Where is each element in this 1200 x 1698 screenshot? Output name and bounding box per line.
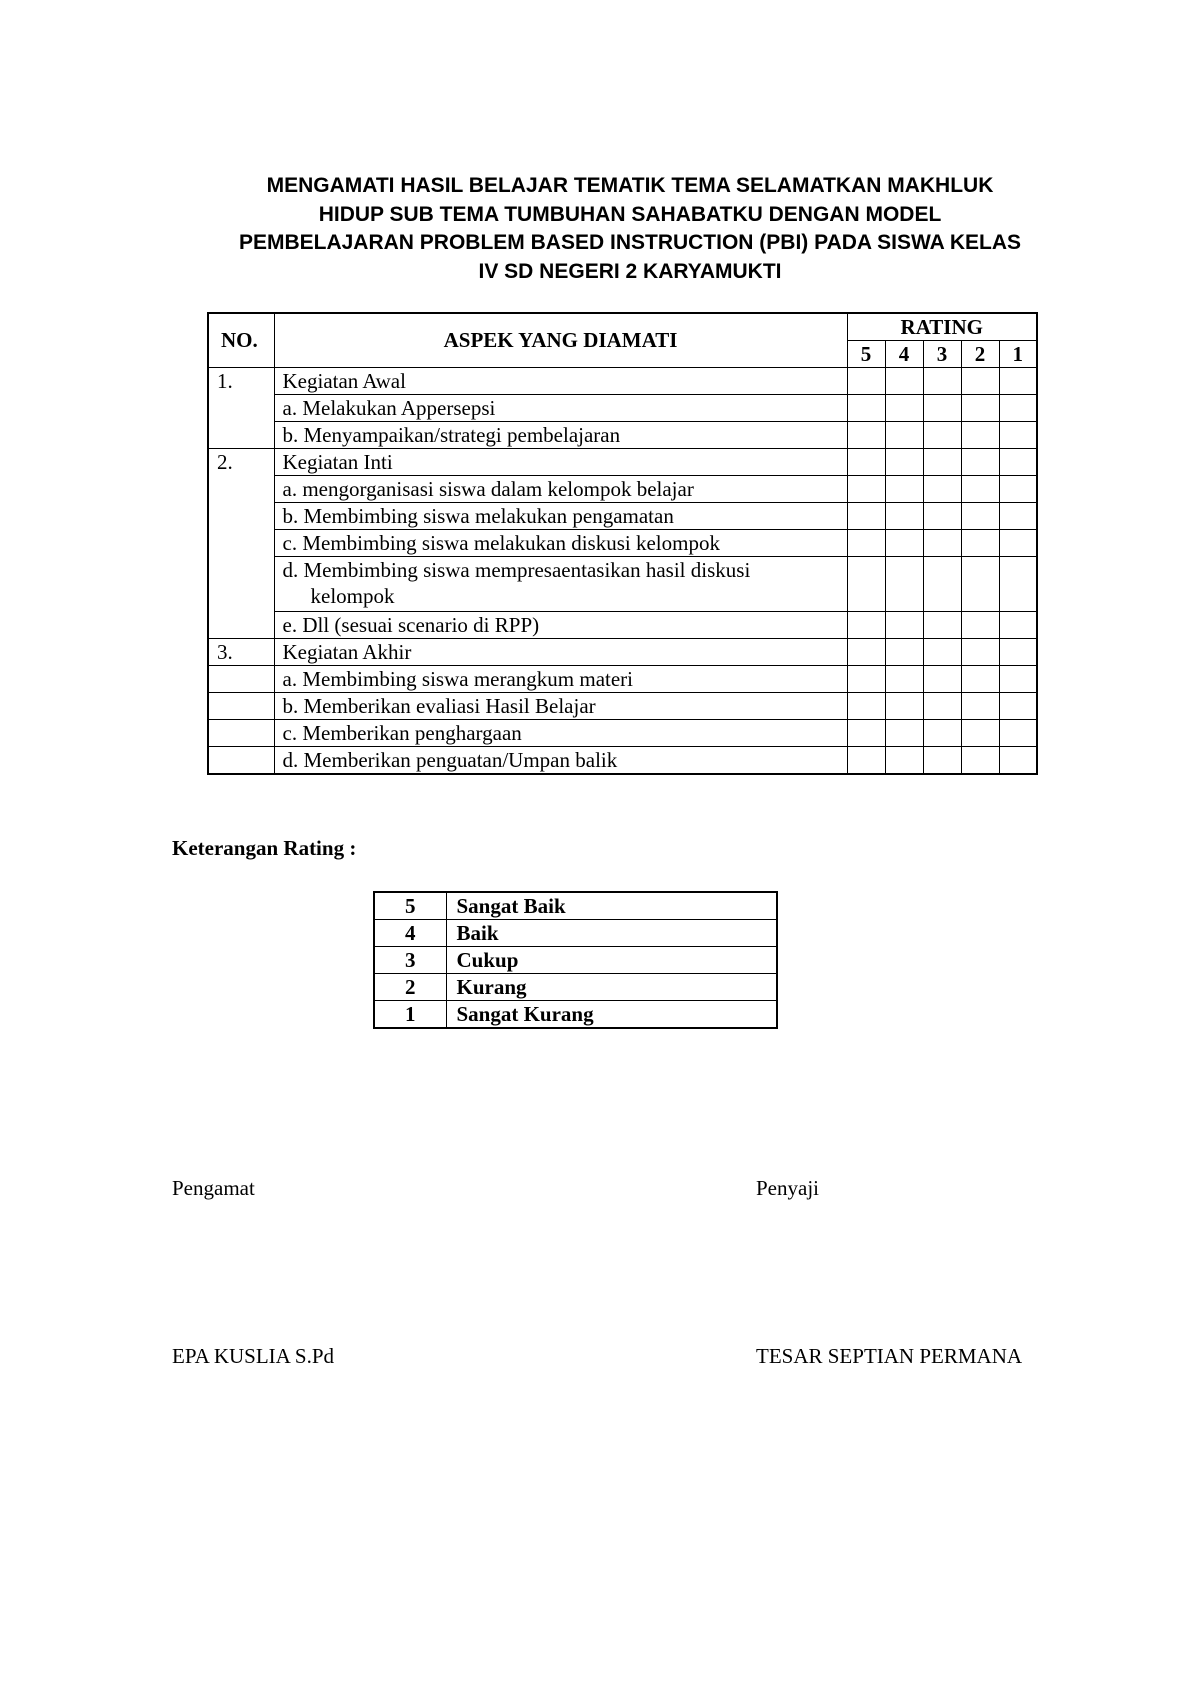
rating-cell[interactable] [923,476,961,503]
observer-role: Pengamat [172,1176,255,1200]
section-title: Kegiatan Awal [274,368,847,395]
rating-cell[interactable] [999,639,1037,666]
rating-cell[interactable] [999,503,1037,530]
rating-cell[interactable] [961,530,999,557]
rating-cell[interactable] [999,422,1037,449]
rating-cell[interactable] [885,422,923,449]
legend-row [374,892,777,920]
rating-cell[interactable] [847,476,885,503]
number-cell-empty [208,747,274,775]
rating-cell[interactable] [923,557,961,612]
rating-cell[interactable] [885,503,923,530]
rating-cell[interactable] [847,557,885,612]
rating-cell[interactable] [885,666,923,693]
rating-cell[interactable] [923,747,961,775]
aspect-item: b. Membimbing siswa melakukan pengamatan [274,503,847,530]
rating-cell[interactable] [885,612,923,639]
rating-cell[interactable] [923,449,961,476]
table-row [208,612,1037,639]
table-row [208,530,1037,557]
rating-cell[interactable] [885,449,923,476]
rating-cell[interactable] [999,666,1037,693]
rating-cell[interactable] [999,476,1037,503]
rating-cell[interactable] [961,503,999,530]
table-row [208,747,1037,775]
section-number: 3. [208,639,274,666]
aspect-item: e. Dll (sesuai scenario di RPP) [274,612,847,639]
rating-cell[interactable] [961,666,999,693]
rating-cell[interactable] [923,612,961,639]
title-line: HIDUP SUB TEMA TUMBUHAN SAHABATKU DENGAN MODEL [318,202,942,226]
aspect-item: a. Membimbing siswa merangkum materi [274,666,847,693]
rating-cell[interactable] [999,530,1037,557]
rating-cell[interactable] [999,693,1037,720]
rating-cell[interactable] [961,557,999,612]
aspect-item: b. Memberikan evaliasi Hasil Belajar [274,693,847,720]
section-title: Kegiatan Inti [274,449,847,476]
table-row [208,720,1037,747]
number-cell-empty [208,693,274,720]
rating-cell[interactable] [999,747,1037,775]
aspect-item: a. mengorganisasi siswa dalam kelompok belajar [274,476,847,503]
rating-cell[interactable] [847,747,885,775]
rating-cell[interactable] [885,368,923,395]
rating-cell[interactable] [847,395,885,422]
rating-cell[interactable] [885,693,923,720]
rating-header-2: 2 [961,341,999,368]
document-title [150,172,1110,286]
rating-cell[interactable] [961,720,999,747]
number-cell-empty [208,666,274,693]
rating-cell[interactable] [961,476,999,503]
rating-cell[interactable] [923,666,961,693]
table-row [208,557,1037,612]
rating-cell[interactable] [923,368,961,395]
rating-cell[interactable] [923,503,961,530]
rating-cell[interactable] [923,693,961,720]
rating-cell[interactable] [961,639,999,666]
table-row [208,639,1037,666]
legend-desc: Baik [446,920,777,947]
legend-value: 2 [374,974,446,1001]
rating-cell[interactable] [961,395,999,422]
rating-cell[interactable] [847,368,885,395]
table-row [208,449,1037,476]
legend-value: 3 [374,947,446,974]
rating-cell[interactable] [923,639,961,666]
rating-cell[interactable] [847,693,885,720]
rating-cell[interactable] [923,395,961,422]
rating-cell[interactable] [961,422,999,449]
table-row [208,666,1037,693]
table-row [208,395,1037,422]
aspect-item [274,557,847,612]
rating-cell[interactable] [961,693,999,720]
legend-desc: Cukup [446,947,777,974]
observer-name: EPA KUSLIA S.Pd [172,1344,335,1368]
rating-cell[interactable] [847,449,885,476]
rating-cell[interactable] [885,720,923,747]
aspect-item: d. Memberikan penguatan/Umpan balik [274,747,847,775]
legend-desc: Sangat Kurang [446,1001,777,1029]
rating-cell[interactable] [847,612,885,639]
table-row [208,368,1037,395]
title-line: IV SD NEGERI 2 KARYAMUKTI [478,259,782,283]
observation-table [207,312,1038,775]
rating-cell[interactable] [961,612,999,639]
rating-legend-table [373,891,778,1029]
rating-header-5: 5 [847,341,885,368]
presenter-name: TESAR SEPTIAN PERMANA [756,1344,1023,1368]
table-row [208,693,1037,720]
aspect-item: b. Menyampaikan/strategi pembelajaran [274,422,847,449]
rating-cell[interactable] [885,557,923,612]
aspect-item: c. Membimbing siswa melakukan diskusi kelompok [274,530,847,557]
section-number: 2. [208,449,274,639]
legend-value: 4 [374,920,446,947]
number-cell-empty [208,720,274,747]
table-row [208,503,1037,530]
rating-cell[interactable] [923,422,961,449]
rating-cell[interactable] [923,720,961,747]
rating-cell[interactable] [847,503,885,530]
legend-row [374,947,777,974]
rating-cell[interactable] [923,530,961,557]
rating-cell[interactable] [885,530,923,557]
rating-cell[interactable] [999,449,1037,476]
aspect-item: a. Melakukan Appersepsi [274,395,847,422]
rating-legend-label: Keterangan Rating : [172,836,357,860]
header-rating: RATING [847,313,1037,341]
title-line: PEMBELAJARAN PROBLEM BASED INSTRUCTION (PBI) PADA SISWA KELAS [238,231,1022,254]
rating-cell[interactable] [999,612,1037,639]
aspect-item: c. Memberikan penghargaan [274,720,847,747]
legend-row [374,920,777,947]
legend-row [374,974,777,1001]
rating-cell[interactable] [885,395,923,422]
rating-cell[interactable] [999,557,1037,612]
section-title: Kegiatan Akhir [274,639,847,666]
rating-header-4: 4 [885,341,923,368]
aspect-item-continuation: kelompok [310,584,395,608]
rating-cell[interactable] [961,368,999,395]
rating-header-3: 3 [923,341,961,368]
section-number: 1. [208,368,274,449]
rating-cell[interactable] [847,720,885,747]
aspect-item-text: d. Membimbing siswa mempresaentasikan hasil diskusi [282,558,751,582]
rating-cell[interactable] [999,395,1037,422]
rating-cell[interactable] [847,530,885,557]
rating-cell[interactable] [885,747,923,775]
rating-cell[interactable] [847,422,885,449]
header-no: NO. [208,313,274,368]
rating-cell[interactable] [847,666,885,693]
rating-cell[interactable] [961,747,999,775]
legend-value: 1 [374,1001,446,1029]
rating-header-1: 1 [999,341,1037,368]
title-line: MENGAMATI HASIL BELAJAR TEMATIK TEMA SELAMATKAN MAKHLUK [266,174,994,197]
legend-desc: Kurang [446,974,777,1001]
legend-row [374,1001,777,1029]
presenter-role: Penyaji [756,1176,819,1200]
rating-cell[interactable] [999,720,1037,747]
rating-cell[interactable] [885,476,923,503]
table-row [208,422,1037,449]
legend-value: 5 [374,892,446,920]
legend-desc: Sangat Baik [446,892,777,920]
rating-cell[interactable] [847,639,885,666]
table-row [208,476,1037,503]
rating-cell[interactable] [961,449,999,476]
rating-cell[interactable] [885,639,923,666]
header-aspek: ASPEK YANG DIAMATI [274,313,847,368]
rating-cell[interactable] [999,368,1037,395]
